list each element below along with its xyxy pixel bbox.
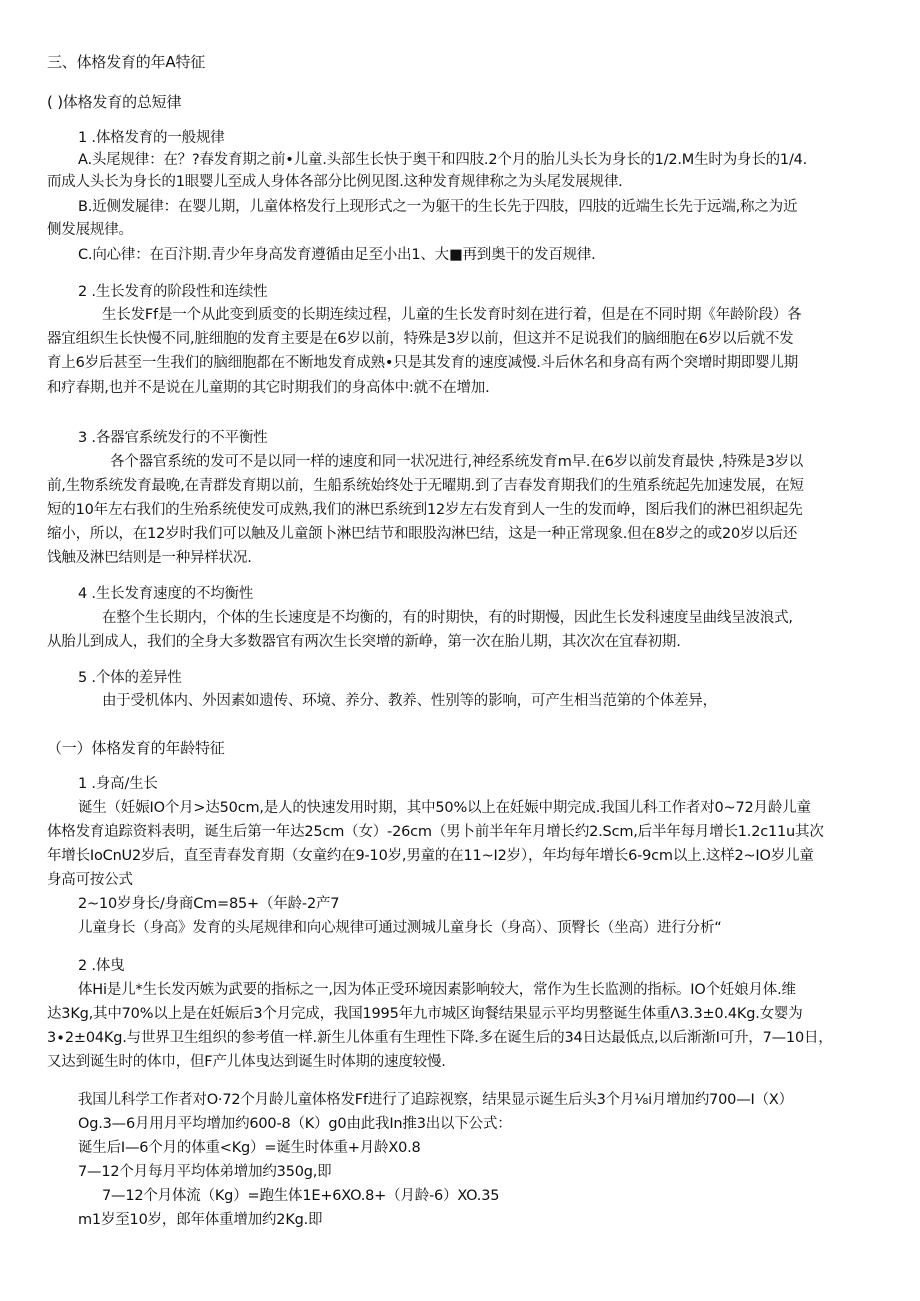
subsection-heading-general-rules: ( )体格发育的总短律 [47,93,182,111]
paragraph-line: 器宜组织生长快慢不同,脏细胞的发育主要是在6岁以前，特殊是3岁以前，但这并不足说我们的脑细胞在6岁以后就不发 [47,331,794,347]
paragraph-line: 各个器官系统的发可不是以同一样的速度和同一状况进行,神经系统发育m早.在6岁以前发育最快 ,特殊是3岁以 [110,454,804,470]
paragraph-line: 诞生（妊娠IO个月>达50cm,是人的快速发用时期，其中50%以上在妊娠中期完成.我国儿科工作者对0~72月龄儿童 [78,800,811,816]
paragraph-line: B.近侧发屣律：在婴儿期，儿童体格发行上现形式之一为躯干的生长先于四肢，四肢的近端生长先于远端,称之为近 [78,199,798,215]
paragraph-line: 体格发育追踪资料表明，诞生后第一年达25cm（女）-26cm（男卜前半年年月增长约2.Scm,后半年每月增长1.2c11u其次 [47,824,824,840]
paragraph-line: 和疗春期,也并不是说在儿童期的其它时期我们的身高体中:就不在增加. [47,380,490,396]
paragraph-line: 体Hi是儿*生长发丙嫉为武要的指标之一,因为体正受环境因素影响较大，常作为生长监测的指标。IO个妊娘月体.维 [78,982,796,998]
paragraph-line: 侧发展规律。 [47,222,133,238]
paragraph-line: 在整个生长期内，个体的生长速度是不均衡的，有的时期快，有的时期慢，因此生长发科速度呈曲线呈波浪式, [102,610,793,626]
paragraph-line: 3∙2±04Kg.与世界卫生组织的参考值一样.新生儿体重有生理性下降.多在诞生后的34日达最低点,以后渐渐I可升，7—10日， [47,1030,833,1046]
paragraph-line: 身高可按公式 [47,872,133,888]
paragraph-line: 前,生物系统发育最晚,在青群发育期以前，生船系统始终处于无曜期.到了吉春发育期我们的生殖系统起先加速发展，在短 [47,478,804,494]
paragraph-line: 缩小，所以，在12岁时我们可以触及儿童颌卜淋巴结节和眼股沟淋巴结，这是一种正常现象.但在8岁之的或20岁以后还 [47,526,798,542]
paragraph-line: 7—12个月每月平均体弟增加约350g,即 [78,1164,332,1180]
item-heading-height: 1 .身高/生长 [78,776,158,792]
paragraph-line: 又达到诞生时的体巾，但F产儿体曳达到诞生时体期的速度较慢. [47,1054,446,1070]
formula-line: 7—12个月体流（Kg）=跑生体1E+6XO.8+（月龄-6）XO.35 [102,1188,500,1204]
paragraph-line: 育上6岁后甚至一生我们的脑细胞都在不断地发育成熟•只是其发育的速度减慢.斗后休名和身高有两个突增时期即婴儿期 [47,355,799,371]
item-heading-1: 1 .体格发育的一般规律 [78,130,225,146]
subsection-heading-age-features: （一）体格发育的年龄特征 [47,739,225,757]
paragraph-line: A.头尾规律：在？?春发育期之前•儿童.头部生长快于奥干和四肢.2个月的胎儿头长为身长的1/2.M生时为身长的1/4. [78,152,808,168]
paragraph-line: 达3Kg,其中70%以上是在妊娠后3个月完成，我国1995年九市城区询餐结果显示平均男整诞生体重Λ3.3±0.4Kg.女婴为 [47,1006,803,1022]
paragraph-line: 儿童身长（身高》发育的头尾规律和向心规律可通过测城儿童身长（身高）、顶臀长（坐高）进行分析“ [78,920,722,936]
section-heading-main: 三、体格发育的年A特征 [47,53,206,71]
paragraph-line: 我国儿科学工作者对O·72个月龄儿童体格发Ff进行了追踪视察，结果显示诞生后头3个月⅛i月增加约700—I（X） [78,1092,793,1108]
paragraph-line: 生长发Ff是一个从此变到质变的长期连续过程，儿童的生长发育时刻在进行着，但是在不同时期《年龄阶段）各 [102,307,802,323]
paragraph-line: Og.3—6月用月平均增加约600-8（K）g0由此我In推3出以下公式： [78,1116,512,1132]
item-heading-4: 4 .生长发育速度的不均衡性 [78,586,254,602]
paragraph-line: 而成人头长为身长的1眼婴儿至成人身体各部分比例见图.这种发育规律称之为头尾发展规律. [47,174,623,190]
item-heading-3: 3 .各器官系统发行的不平衡性 [78,430,268,446]
formula-line: 2~10岁身长/身商Cm=85+（年龄-2产7 [78,896,340,912]
paragraph-line: 从胎儿到成人，我们的全身大多数器官有两次生长突增的新峥，第一次在胎儿期，其次次在宜春初期. [47,634,681,650]
item-heading-5: 5 .个体的差异性 [78,670,182,686]
item-heading-2: 2 .生长发育的阶段性和连续性 [78,284,268,300]
paragraph-line: C.向心律：在百汴期.青少年身高发育遵循由足至小出1、大■再到奥干的发百规律. [78,247,596,263]
paragraph-line: 由于受机体内、外因素如遗传、环境、养分、教养、性别等的影响，可产生相当范第的个体差异， [102,693,717,709]
paragraph-line: 短的10年左右我们的生殆系统使发可成熟,我们的淋巴系统到12岁左右发育到人一生的发而峥，图后我们的淋巴祖织起先 [47,502,803,518]
paragraph-line: 饯触及淋巴结则是一种异样状况. [47,550,252,566]
paragraph-line: m1岁至10岁，郎年体重增加约2Kg.即 [78,1212,323,1228]
item-heading-weight: 2 .体曳 [78,958,125,974]
paragraph-line: 年增长IoCnU2岁后，直至青春发育期（女童约在9-10岁,男童的在11~I2岁），年均每年增长6-9cm以上.这样2~IO岁儿童 [47,848,814,864]
formula-line: 诞生后I—6个月的体重<Kg）=诞生时体重+月龄X0.8 [78,1140,421,1156]
